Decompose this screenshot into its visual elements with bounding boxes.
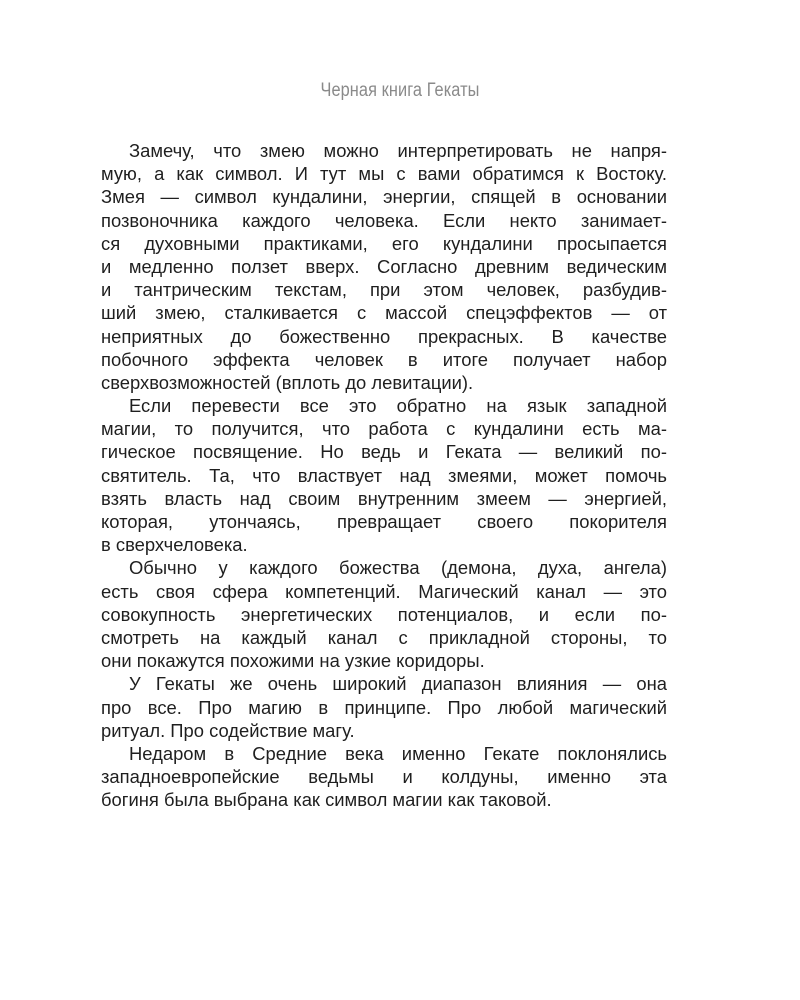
text-line: богиня была выбрана как символ магии как таковой. — [101, 789, 552, 811]
text-line: святитель. Та, что властвует над змеями, может помочь — [101, 464, 667, 486]
body-text — [101, 139, 667, 811]
text-line: сверхвозможностей (вплоть до левитации). — [101, 371, 474, 393]
text-line: ритуал. Про содействие магу. — [101, 719, 355, 741]
text-line: они покажутся похожими на узкие коридоры. — [101, 650, 485, 672]
text-line: позвоночника каждого человека. Если некто занимает- — [101, 209, 667, 231]
text-line: Замечу, что змею можно интерпретировать не напря- — [129, 140, 667, 161]
text-line: мую, а как символ. И тут мы с вами обратимся к Востоку. — [101, 163, 667, 185]
text-line: смотреть на каждый канал с прикладной стороны, то — [101, 626, 667, 648]
text-line: побочного эффекта человек в итоге получает набор — [101, 348, 667, 370]
text-line: и медленно ползет вверх. Согласно древним ведическим — [101, 255, 667, 277]
text-line: совокупность энергетических потенциалов, и если по- — [101, 603, 667, 625]
text-line: Обычно у каждого божества (демона, духа, ангела) — [129, 557, 667, 579]
text-line: У Гекаты же очень широкий диапазон влияния — она — [129, 673, 667, 695]
text-line: ся духовными практиками, его кундалини просыпается — [101, 232, 667, 254]
text-line: в сверхчеловека. — [101, 534, 248, 556]
text-line: гическое посвящение. Но ведь и Геката — великий по- — [101, 441, 667, 463]
text-line: неприятных до божественно прекрасных. В качестве — [101, 325, 667, 347]
text-line: которая, утончаясь, превращает своего покорителя — [101, 511, 667, 532]
text-line: ший змею, сталкивается с массой спецэффектов — от — [101, 302, 667, 324]
text-line: Змея — символ кундалини, энергии, спящей в основании — [101, 186, 667, 208]
text-line: про все. Про магию в принципе. Про любой магический — [101, 696, 667, 718]
text-line: Недаром в Средние века именно Гекате поклонялись — [129, 742, 667, 764]
text-line: западноевропейские ведьмы и колдуны, именно эта — [101, 766, 667, 788]
text-line: Если перевести все это обратно на язык западной — [129, 395, 667, 417]
text-line: есть своя сфера компетенций. Магический канал — это — [101, 580, 667, 602]
running-header: Черная книга Гекаты — [320, 80, 480, 101]
text-line: взять власть над своим внутренним змеем — энергией, — [101, 487, 667, 509]
text-line: магии, то получится, что работа с кундалини есть ма- — [101, 418, 667, 440]
text-line: и тантрическим текстам, при этом человек, разбудив- — [101, 279, 667, 301]
